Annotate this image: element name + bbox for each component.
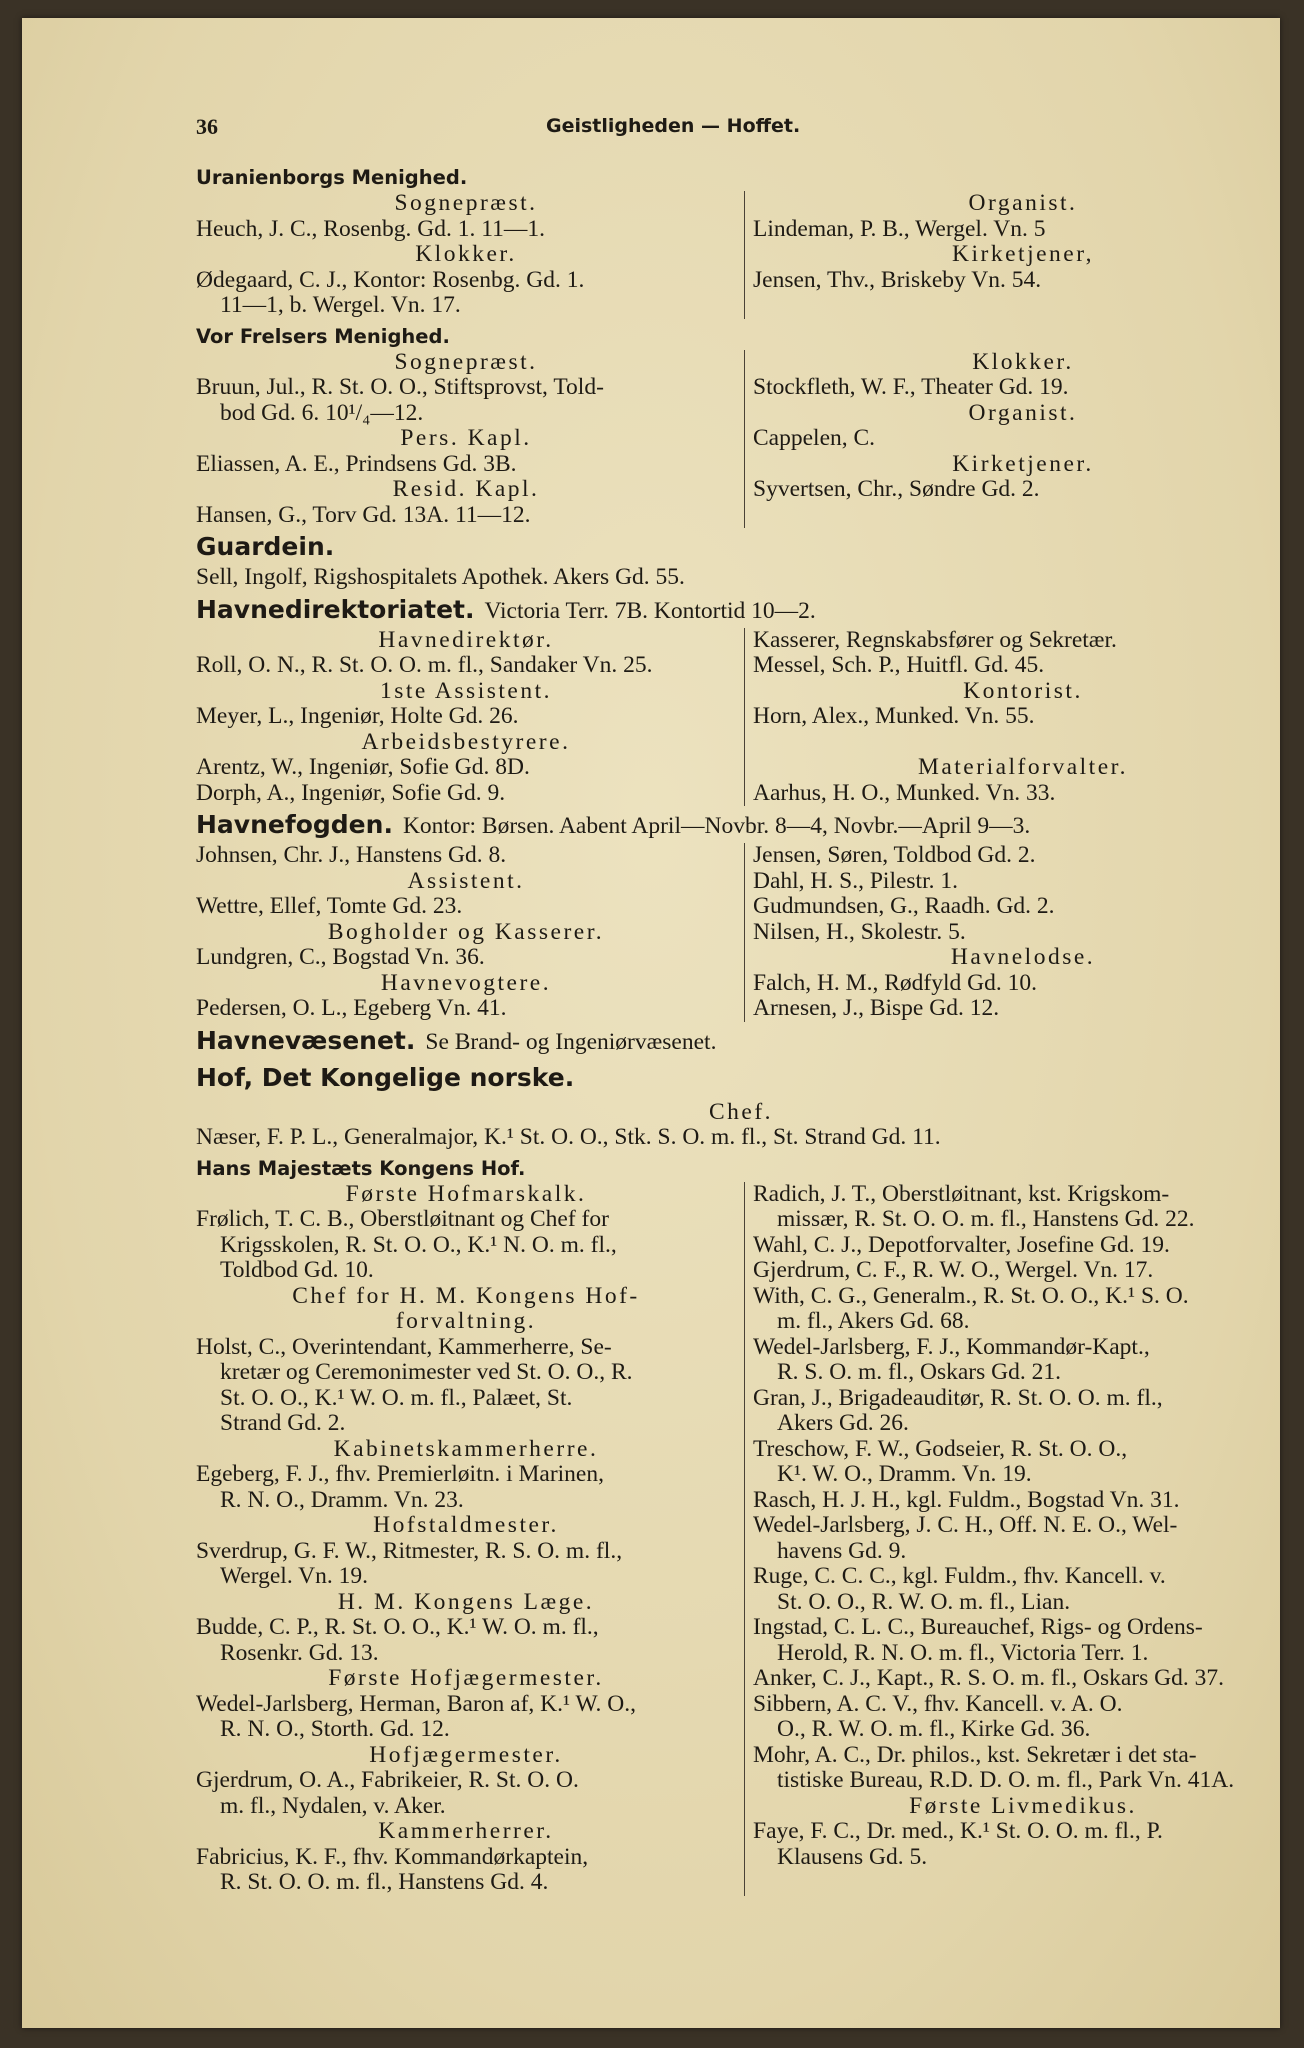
role-title: Pers. Kapl. <box>400 425 532 451</box>
running-title: Geistligheden — Hoffet. <box>546 115 801 137</box>
role-title: Materialforvalter. <box>917 754 1129 780</box>
uranienborg-columns <box>196 191 1286 319</box>
page-number: 36 <box>196 114 218 139</box>
entry-line: Klausens Gd. 5. <box>777 1843 928 1870</box>
right-column <box>744 191 1293 319</box>
role-title: Havnevogtere. <box>380 969 552 996</box>
right-column <box>744 350 1293 529</box>
entry-line: Eliassen, A. E., Prindsens Gd. 3B. <box>196 450 517 477</box>
entry-line: Pedersen, O. L., Egeberg Vn. 41. <box>196 995 507 1021</box>
entry-line: Krigsskolen, R. St. O. O., K.¹ N. O. m. fl., <box>220 1231 617 1258</box>
entry-line: Wettre, Ellef, Tomte Gd. 23. <box>196 893 463 919</box>
role-title: Organist. <box>968 190 1078 216</box>
entry-line: R. N. O., Storth. Gd. 12. <box>220 1716 450 1742</box>
entry-line: Wergel. Vn. 19. <box>220 1563 369 1589</box>
entry-line: Messel, Sch. P., Huitfl. Gd. 45. <box>753 652 1045 678</box>
left-column <box>196 628 744 807</box>
entry-line: Heuch, J. C., Rosenbg. Gd. 1. 11—1. <box>196 215 546 242</box>
entry-line: m. fl., Nydalen, v. Aker. <box>220 1792 446 1819</box>
role-title: Organist. <box>968 399 1078 426</box>
role-title: Kontorist. <box>963 677 1083 704</box>
havnefogden-block <box>196 808 1286 843</box>
hof-chef-entry: Næser, F. P. L., Generalmajor, K.¹ St. O. O., Stk. S. O. m. fl., St. Strand Gd. 11. <box>196 1124 941 1150</box>
entry-line: Wahl, C. J., Depotforvalter, Josefine Gd. 19. <box>753 1231 1170 1258</box>
vor-frelser-heading: Vor Frelsers Menighed. <box>196 324 450 348</box>
entry-line: Lindeman, P. B., Wergel. Vn. 5 <box>753 215 1046 242</box>
entry-line: Wedel-Jarlsberg, F. J., Kommandør-Kapt., <box>753 1333 1150 1360</box>
entry-line: Gudmundsen, G., Raadh. Gd. 2. <box>753 893 1055 919</box>
entry-line: Holst, C., Overintendant, Kammerherre, Se- <box>196 1333 612 1360</box>
entry-line: Nilsen, H., Skolestr. 5. <box>753 918 966 945</box>
entry-line: Roll, O. N., R. St. O. O. m. fl., Sandaker Vn. 25. <box>196 652 653 678</box>
role-title: Hofjægermester. <box>369 1741 563 1768</box>
havnedirektoriatet-columns <box>196 628 1286 807</box>
role-title: Klokker. <box>415 241 517 267</box>
right-column <box>744 628 1293 807</box>
hof-subheading: Hans Majestæts Kongens Hof. <box>196 1156 526 1180</box>
entry-line: Gran, J., Brigadeauditør, R. St. O. O. m. fl., <box>753 1384 1163 1411</box>
entry-line: tistiske Bureau, R.D. D. O. m. fl., Park Vn. 41A. <box>777 1767 1235 1793</box>
entry-line: Rosenkr. Gd. 13. <box>220 1639 379 1666</box>
left-column <box>196 350 744 529</box>
uranienborg-heading: Uranienborgs Menighed. <box>196 166 468 189</box>
havnedirektoriatet-heading: Havnedirektoriatet. <box>196 594 475 624</box>
entry-line: Sibbern, A. C. V., fhv. Kancell. v. A. O. <box>753 1690 1123 1717</box>
role-title: Bogholder og Kasserer. <box>327 918 605 945</box>
entry-line: Budde, C. P., R. St. O. O., K.¹ W. O. m. fl., <box>196 1614 599 1640</box>
entry-line: R. St. O. O. m. fl., Hanstens Gd. 4. <box>220 1869 549 1895</box>
role-title: Kabinetskammerherre. <box>333 1435 599 1462</box>
role-title: Havnelodse. <box>950 944 1096 970</box>
entry-line: Radich, J. T., Oberstløitnant, kst. Krigskom- <box>753 1180 1170 1207</box>
vor-frelser-columns <box>196 350 1286 529</box>
page-content <box>196 114 1286 1896</box>
havnefogden-heading: Havnefogden. <box>196 810 393 839</box>
role-title: Arbeidsbestyrere. <box>361 728 571 755</box>
entry-line: Gjerdrum, C. F., R. W. O., Wergel. Vn. 17. <box>753 1257 1154 1283</box>
entry-line: Jensen, Thv., Briskeby Vn. 54. <box>753 266 1042 293</box>
entry-line: Johnsen, Chr. J., Hanstens Gd. 8. <box>196 842 507 868</box>
entry-line: Cappelen, C. <box>753 425 876 451</box>
hof-heading: Hof, Det Kongelige norske. <box>196 1062 575 1092</box>
entry-line: Aarhus, H. O., Munked. Vn. 33. <box>753 779 1056 806</box>
role-title: Første Hofmarskalk. <box>345 1180 587 1207</box>
havnevaesenet-block <box>196 1024 1286 1059</box>
page-sheet <box>22 18 1280 2028</box>
entry-line: 11—1, b. Wergel. Vn. 17. <box>220 292 461 318</box>
entry-line: Bruun, Jul., R. St. O. O., Stiftsprovst, Told- <box>196 374 604 400</box>
guardein-heading: Guardein. <box>196 532 335 561</box>
entry-line: O., R. W. O. m. fl., Kirke Gd. 36. <box>777 1716 1091 1742</box>
entry-line: Lundgren, C., Bogstad Vn. 36. <box>196 944 485 970</box>
havnefogden-office: Kontor: Børsen. Aabent April—Novbr. 8—4, Novbr.—April 9—3. <box>402 813 1031 839</box>
entry-line: Egeberg, F. J., fhv. Premierløitn. i Marinen, <box>196 1461 604 1487</box>
entry-line: Akers Gd. 26. <box>777 1410 909 1436</box>
role-title: Chef for H. M. Kongens Hof- <box>292 1282 640 1309</box>
entry-line: Faye, F. C., Dr. med., K.¹ St. O. O. m. fl., P. <box>753 1818 1163 1844</box>
right-column <box>744 1182 1293 1896</box>
entry-line: R. N. O., Dramm. Vn. 23. <box>220 1486 464 1513</box>
role-title: forvaltning. <box>395 1308 537 1334</box>
entry-line: Ruge, C. C. C., kgl. Fuldm., fhv. Kancell. v. <box>753 1563 1166 1589</box>
entry-line: Arnesen, J., Bispe Gd. 12. <box>753 995 1000 1021</box>
entry-line: Dahl, H. S., Pilestr. 1. <box>753 867 958 894</box>
entry-line: Mohr, A. C., Dr. philos., kst. Sekretær i det sta- <box>753 1741 1197 1768</box>
role-title: Sognepræst. <box>394 190 538 216</box>
running-header <box>196 114 1286 164</box>
entry-line: missær, R. St. O. O. m. fl., Hanstens Gd. 22. <box>777 1206 1195 1232</box>
spacer <box>753 730 1293 756</box>
entry-line: Syvertsen, Chr., Søndre Gd. 2. <box>753 476 1040 502</box>
entry-line: Herold, R. N. O. m. fl., Victoria Terr. 1. <box>777 1639 1149 1666</box>
entry-line: bod Gd. 6. 10¹/₄—12. <box>220 399 424 426</box>
role-title: Klokker. <box>972 348 1074 375</box>
hof-chef-label: Chef. <box>708 1098 774 1125</box>
entry-line: With, C. G., Generalm., R. St. O. O., K.¹ S. O. <box>753 1282 1189 1309</box>
role-title: Sognepræst. <box>394 348 538 375</box>
role-title: Resid. Kapl. <box>392 476 540 502</box>
entry-line: R. S. O. m. fl., Oskars Gd. 21. <box>777 1359 1061 1385</box>
role-title: H. M. Kongens Læge. <box>337 1588 595 1615</box>
entry-line: Rasch, H. J. H., kgl. Fuldm., Bogstad Vn. 31. <box>753 1486 1180 1513</box>
entry-line: Frølich, T. C. B., Oberstløitnant og Chef for <box>196 1206 609 1232</box>
role-title: Kirketjener, <box>952 241 1094 267</box>
role-title: Havnedirektør. <box>378 626 554 653</box>
havnedirektoriatet-block <box>196 593 1286 628</box>
entry-line: Fabricius, K. F., fhv. Kommandørkaptein, <box>196 1843 589 1870</box>
role-title: Kammerherrer. <box>378 1818 554 1844</box>
hof-block <box>196 1061 1286 1096</box>
entry-line: m. fl., Akers Gd. 68. <box>777 1308 970 1334</box>
entry-line: Ødegaard, C. J., Kontor: Rosenbg. Gd. 1. <box>196 266 585 293</box>
left-column <box>196 843 744 1022</box>
entry-line: Kasserer, Regnskabsfører og Sekretær. <box>753 626 1117 653</box>
entry-line: Wedel-Jarlsberg, Herman, Baron af, K.¹ W. O., <box>196 1690 637 1717</box>
role-title: Første Hofjægermester. <box>328 1665 604 1691</box>
entry-line: Ingstad, C. L. C., Bureauchef, Rigs- og Ordens- <box>753 1614 1203 1640</box>
entry-line: Stockfleth, W. F., Theater Gd. 19. <box>753 374 1069 400</box>
hof-columns <box>196 1182 1286 1896</box>
entry-line: Wedel-Jarlsberg, J. C. H., Off. N. E. O., Wel- <box>753 1512 1178 1538</box>
entry-line: Dorph, A., Ingeniør, Sofie Gd. 9. <box>196 779 506 806</box>
right-column <box>744 843 1293 1022</box>
entry-line: K¹. W. O., Dramm. Vn. 19. <box>777 1461 1032 1487</box>
havnefogden-columns <box>196 843 1286 1022</box>
role-title: Første Livmedikus. <box>909 1792 1137 1819</box>
guardein-block <box>196 530 1286 565</box>
guardein-entry: Sell, Ingolf, Rigshospitalets Apothek. Akers Gd. 55. <box>196 564 685 590</box>
entry-line: Toldbod Gd. 10. <box>220 1257 374 1283</box>
left-column <box>196 191 744 319</box>
entry-line: Falch, H. M., Rødfyld Gd. 10. <box>753 969 1037 996</box>
entry-line: Treschow, F. W., Godseier, R. St. O. O., <box>753 1435 1128 1462</box>
entry-line: Anker, C. J., Kapt., R. S. O. m. fl., Oskars Gd. 37. <box>753 1665 1224 1691</box>
role-title: 1ste Assistent. <box>380 677 552 704</box>
entry-line: Sverdrup, G. F. W., Ritmester, R. S. O. m. fl., <box>196 1537 623 1564</box>
left-column <box>196 1182 744 1896</box>
role-title: Kirketjener. <box>952 450 1094 477</box>
entry-line: Arentz, W., Ingeniør, Sofie Gd. 8D. <box>196 754 530 780</box>
entry-line: havens Gd. 9. <box>777 1537 907 1564</box>
entry-line: St. O. O., K.¹ W. O. m. fl., Palæet, St. <box>220 1384 573 1411</box>
role-title: Assistent. <box>407 867 525 894</box>
entry-line: Gjerdrum, O. A., Fabrikeier, R. St. O. O. <box>196 1767 579 1793</box>
entry-line: Horn, Alex., Munked. Vn. 55. <box>753 703 1035 729</box>
entry-line: Hansen, G., Torv Gd. 13A. 11—12. <box>196 501 531 528</box>
entry-line: Strand Gd. 2. <box>220 1410 346 1436</box>
entry-line: kretær og Ceremonimester ved St. O. O., R. <box>220 1359 633 1385</box>
havnedirektoriatet-address: Victoria Terr. 7B. Kontortid 10—2. <box>484 597 816 624</box>
havnevaesenet-heading: Havnevæsenet. <box>196 1025 416 1055</box>
entry-line: Jensen, Søren, Toldbod Gd. 2. <box>753 842 1036 868</box>
role-title: Hofstaldmester. <box>373 1512 559 1538</box>
entry-line: St. O. O., R. W. O. m. fl., Lian. <box>777 1588 1071 1615</box>
entry-line: Meyer, L., Ingeniør, Holte Gd. 26. <box>196 703 519 729</box>
havnevaesenet-reference: Se Brand- og Ingeniørvæsenet. <box>425 1028 717 1055</box>
